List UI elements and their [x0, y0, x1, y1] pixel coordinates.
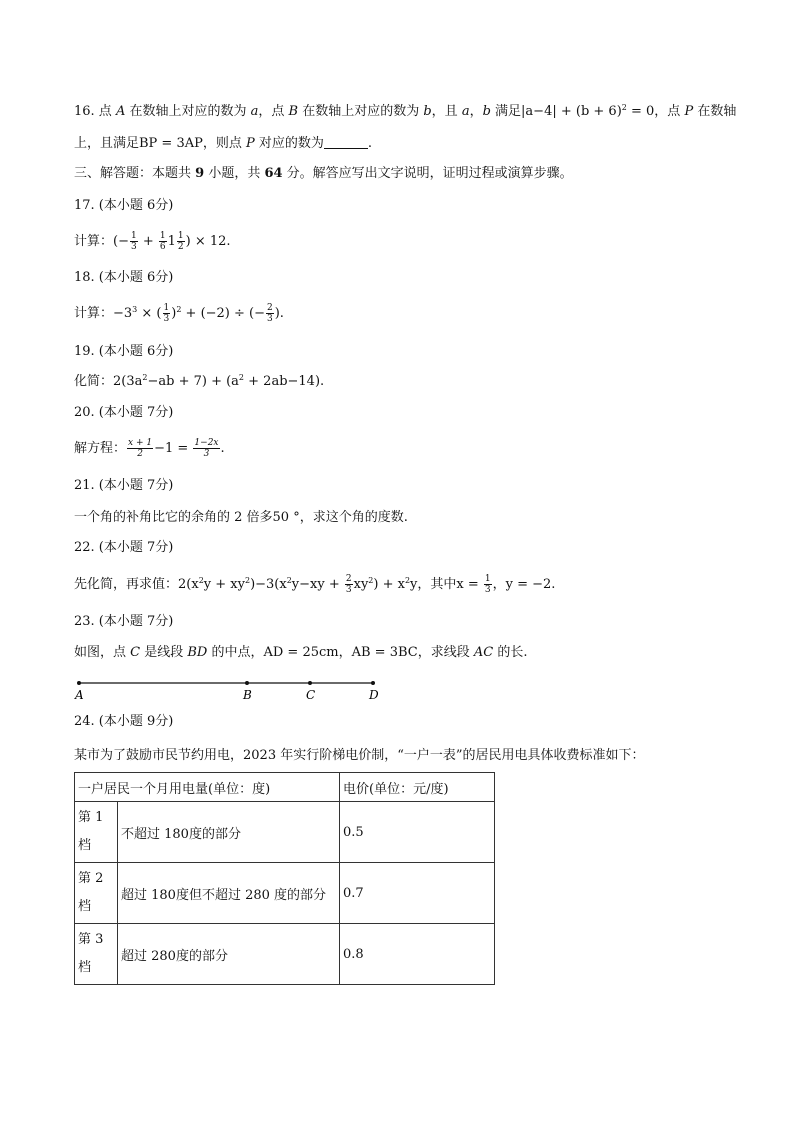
point-label-A: A [75, 688, 84, 702]
var-B: B [288, 104, 299, 119]
mixed-whole: 1 [167, 234, 176, 249]
q16-text: 16. 点 [74, 104, 116, 119]
var-P: P [246, 136, 255, 151]
expr-text: y，其中x = [410, 577, 483, 592]
price-cell: 0.5 [340, 802, 495, 863]
numerator: 2 [267, 303, 273, 313]
q19-expression [74, 372, 324, 392]
numerator: 1 [177, 231, 184, 241]
q16-line-1 [74, 102, 736, 122]
q20-heading: 20. (本小题 7分) [74, 405, 174, 420]
q20-equation [74, 438, 225, 459]
var-b: b [423, 104, 432, 119]
answer-blank [324, 135, 368, 149]
numerator: 1−2x [194, 438, 219, 448]
header-price: 电价(单位：元/度) [340, 773, 495, 802]
expr-text: xy [353, 577, 369, 592]
expr-text: 计算：−3 [74, 306, 133, 321]
exponent: 2 [368, 576, 374, 585]
denominator: 3 [484, 585, 491, 595]
exponent: 2 [238, 373, 245, 382]
point-label-D: D [369, 688, 379, 702]
expr-text: −ab + 7) + (a [147, 374, 239, 389]
q21-text: 一个角的补角比它的余角的 2 倍多50 °，求这个角的度数. [74, 510, 408, 525]
denominator: 6 [159, 242, 166, 252]
numerator: x + 1 [128, 438, 153, 448]
expr-text: × ( [137, 306, 162, 321]
point-B [245, 681, 249, 685]
range-cell: 超过 280度的部分 [118, 924, 340, 985]
point-label-C: C [305, 688, 316, 702]
table-row [75, 802, 495, 863]
expr-text: + 2ab−14). [244, 374, 325, 389]
price-cell: 0.8 [340, 924, 495, 985]
q16-formula: 满足|a−4| + (b + 6) [490, 104, 622, 119]
section3-text: 小题，共 [204, 166, 265, 181]
fraction [130, 231, 138, 252]
tier-cell: 第 1 档 [75, 802, 118, 863]
numerator: 2 [345, 574, 352, 584]
q16-text: 在数轴 [693, 104, 737, 119]
expr-text: ，y = −2. [492, 577, 556, 592]
q24-heading: 24. (本小题 9分) [74, 714, 174, 729]
expr-text: 先化简，再求值：2(x [74, 577, 199, 592]
q16-text: 上，且满足BP = 3AP，则点 [74, 136, 246, 151]
q18-heading: 18. (本小题 6分) [74, 270, 174, 285]
expr-text: + (−2) ÷ (− [181, 306, 265, 321]
expr-text: 解方程： [74, 441, 127, 456]
q18-expression [74, 303, 284, 324]
exponent: 2 [176, 305, 182, 314]
numerator: 1 [484, 574, 491, 584]
q16-line-2 [74, 134, 372, 154]
q23-text-part: 如图，点 [74, 645, 131, 660]
var-A: A [115, 104, 126, 119]
fraction [266, 303, 274, 324]
point-D [371, 681, 375, 685]
var-a: a [250, 104, 259, 119]
expr-text: . [220, 441, 225, 456]
denominator: 3 [267, 314, 273, 324]
expr-text: −1 = [154, 441, 193, 456]
expr-text: ) [171, 306, 177, 321]
exponent: 2 [286, 576, 292, 585]
electricity-price-table [74, 772, 495, 985]
section3-heading [74, 164, 573, 184]
var-AC: AC [473, 645, 494, 660]
fraction [177, 231, 185, 252]
numerator: 1 [130, 231, 137, 241]
section3-text: 三、解答题：本题共 [74, 166, 196, 181]
expr-text: )−3(x [250, 577, 287, 592]
exponent: 2 [621, 103, 627, 112]
q23-text [74, 643, 527, 663]
q21-heading: 21. (本小题 7分) [74, 478, 174, 493]
exponent: 3 [132, 305, 138, 314]
denominator: 3 [345, 585, 352, 595]
section3-text: 分。解答应写出文字说明，证明过程或演算步骤。 [282, 166, 573, 181]
range-cell: 超过 180度但不超过 280 度的部分 [118, 863, 340, 924]
tier-cell: 第 2 档 [75, 863, 118, 924]
price-cell: 0.7 [340, 863, 495, 924]
section3-points: 64 [264, 166, 283, 181]
q23-text-part: 是线段 [140, 645, 188, 660]
expr-text: ). [274, 306, 284, 321]
line-segment-figure [74, 676, 394, 706]
q16-text: ，点 [258, 104, 289, 119]
expr-text: ) + x [373, 577, 405, 592]
denominator: 2 [137, 449, 143, 459]
point-label-B: B [242, 688, 252, 702]
point-A [77, 681, 81, 685]
expr-text: y + xy [203, 577, 245, 592]
numerator: 1 [163, 303, 170, 313]
point-C [308, 681, 312, 685]
var-a: a [461, 104, 470, 119]
section3-count: 9 [195, 166, 205, 181]
var-C: C [130, 645, 141, 660]
q16-text: 对应的数为 [254, 136, 324, 151]
denominator: 3 [163, 314, 170, 324]
q23-heading: 23. (本小题 7分) [74, 614, 174, 629]
fraction [193, 438, 219, 459]
var-P: P [684, 104, 694, 119]
var-b: b [482, 104, 491, 119]
range-cell: 不超过 180度的部分 [118, 802, 340, 863]
expr-text: y−xy + [291, 577, 344, 592]
fraction [127, 438, 153, 459]
fraction [484, 574, 492, 595]
q22-heading: 22. (本小题 7分) [74, 540, 174, 555]
denominator: 3 [203, 449, 210, 459]
q16-text: 在数轴上对应的数为 [298, 104, 424, 119]
q23-text-part: 的长. [493, 645, 528, 660]
table-row [75, 924, 495, 985]
exponent: 2 [404, 576, 411, 585]
fraction [345, 574, 353, 595]
q17-expression [74, 231, 231, 252]
expr-text: + [138, 234, 158, 249]
q16-text: 在数轴上对应的数为 [125, 104, 251, 119]
q16-text: = 0，点 [626, 104, 685, 119]
expr-text: 化简：2(3a [74, 374, 143, 389]
table-header-row [75, 773, 495, 802]
expr-text: 计算：(− [74, 234, 129, 249]
denominator: 3 [130, 242, 137, 252]
tier-cell: 第 3 档 [75, 924, 118, 985]
header-usage: 一户居民一个月用电量(单位：度) [75, 773, 340, 802]
exponent: 2 [244, 576, 251, 585]
q19-heading: 19. (本小题 6分) [74, 344, 174, 359]
q23-text-part: 的中点，AD = 25cm，AB = 3BC，求线段 [207, 645, 474, 660]
table-row [75, 863, 495, 924]
q16-text: ， [469, 104, 483, 119]
exponent: 2 [142, 373, 148, 382]
exponent: 2 [198, 576, 204, 585]
q17-heading: 17. (本小题 6分) [74, 198, 174, 213]
expr-text: ) × 12. [185, 234, 231, 249]
q24-text: 某市为了鼓励市民节约用电，2023 年实行阶梯电价制，“一户一表”的居民用电具体收费标准如下： [74, 748, 645, 763]
q16-text: ，且 [431, 104, 462, 119]
fraction [163, 303, 171, 324]
q22-expression [74, 574, 555, 595]
var-BD: BD [187, 645, 208, 660]
q16-text: . [367, 136, 373, 151]
fraction [159, 231, 167, 252]
numerator: 1 [159, 231, 166, 241]
denominator: 2 [177, 242, 184, 252]
